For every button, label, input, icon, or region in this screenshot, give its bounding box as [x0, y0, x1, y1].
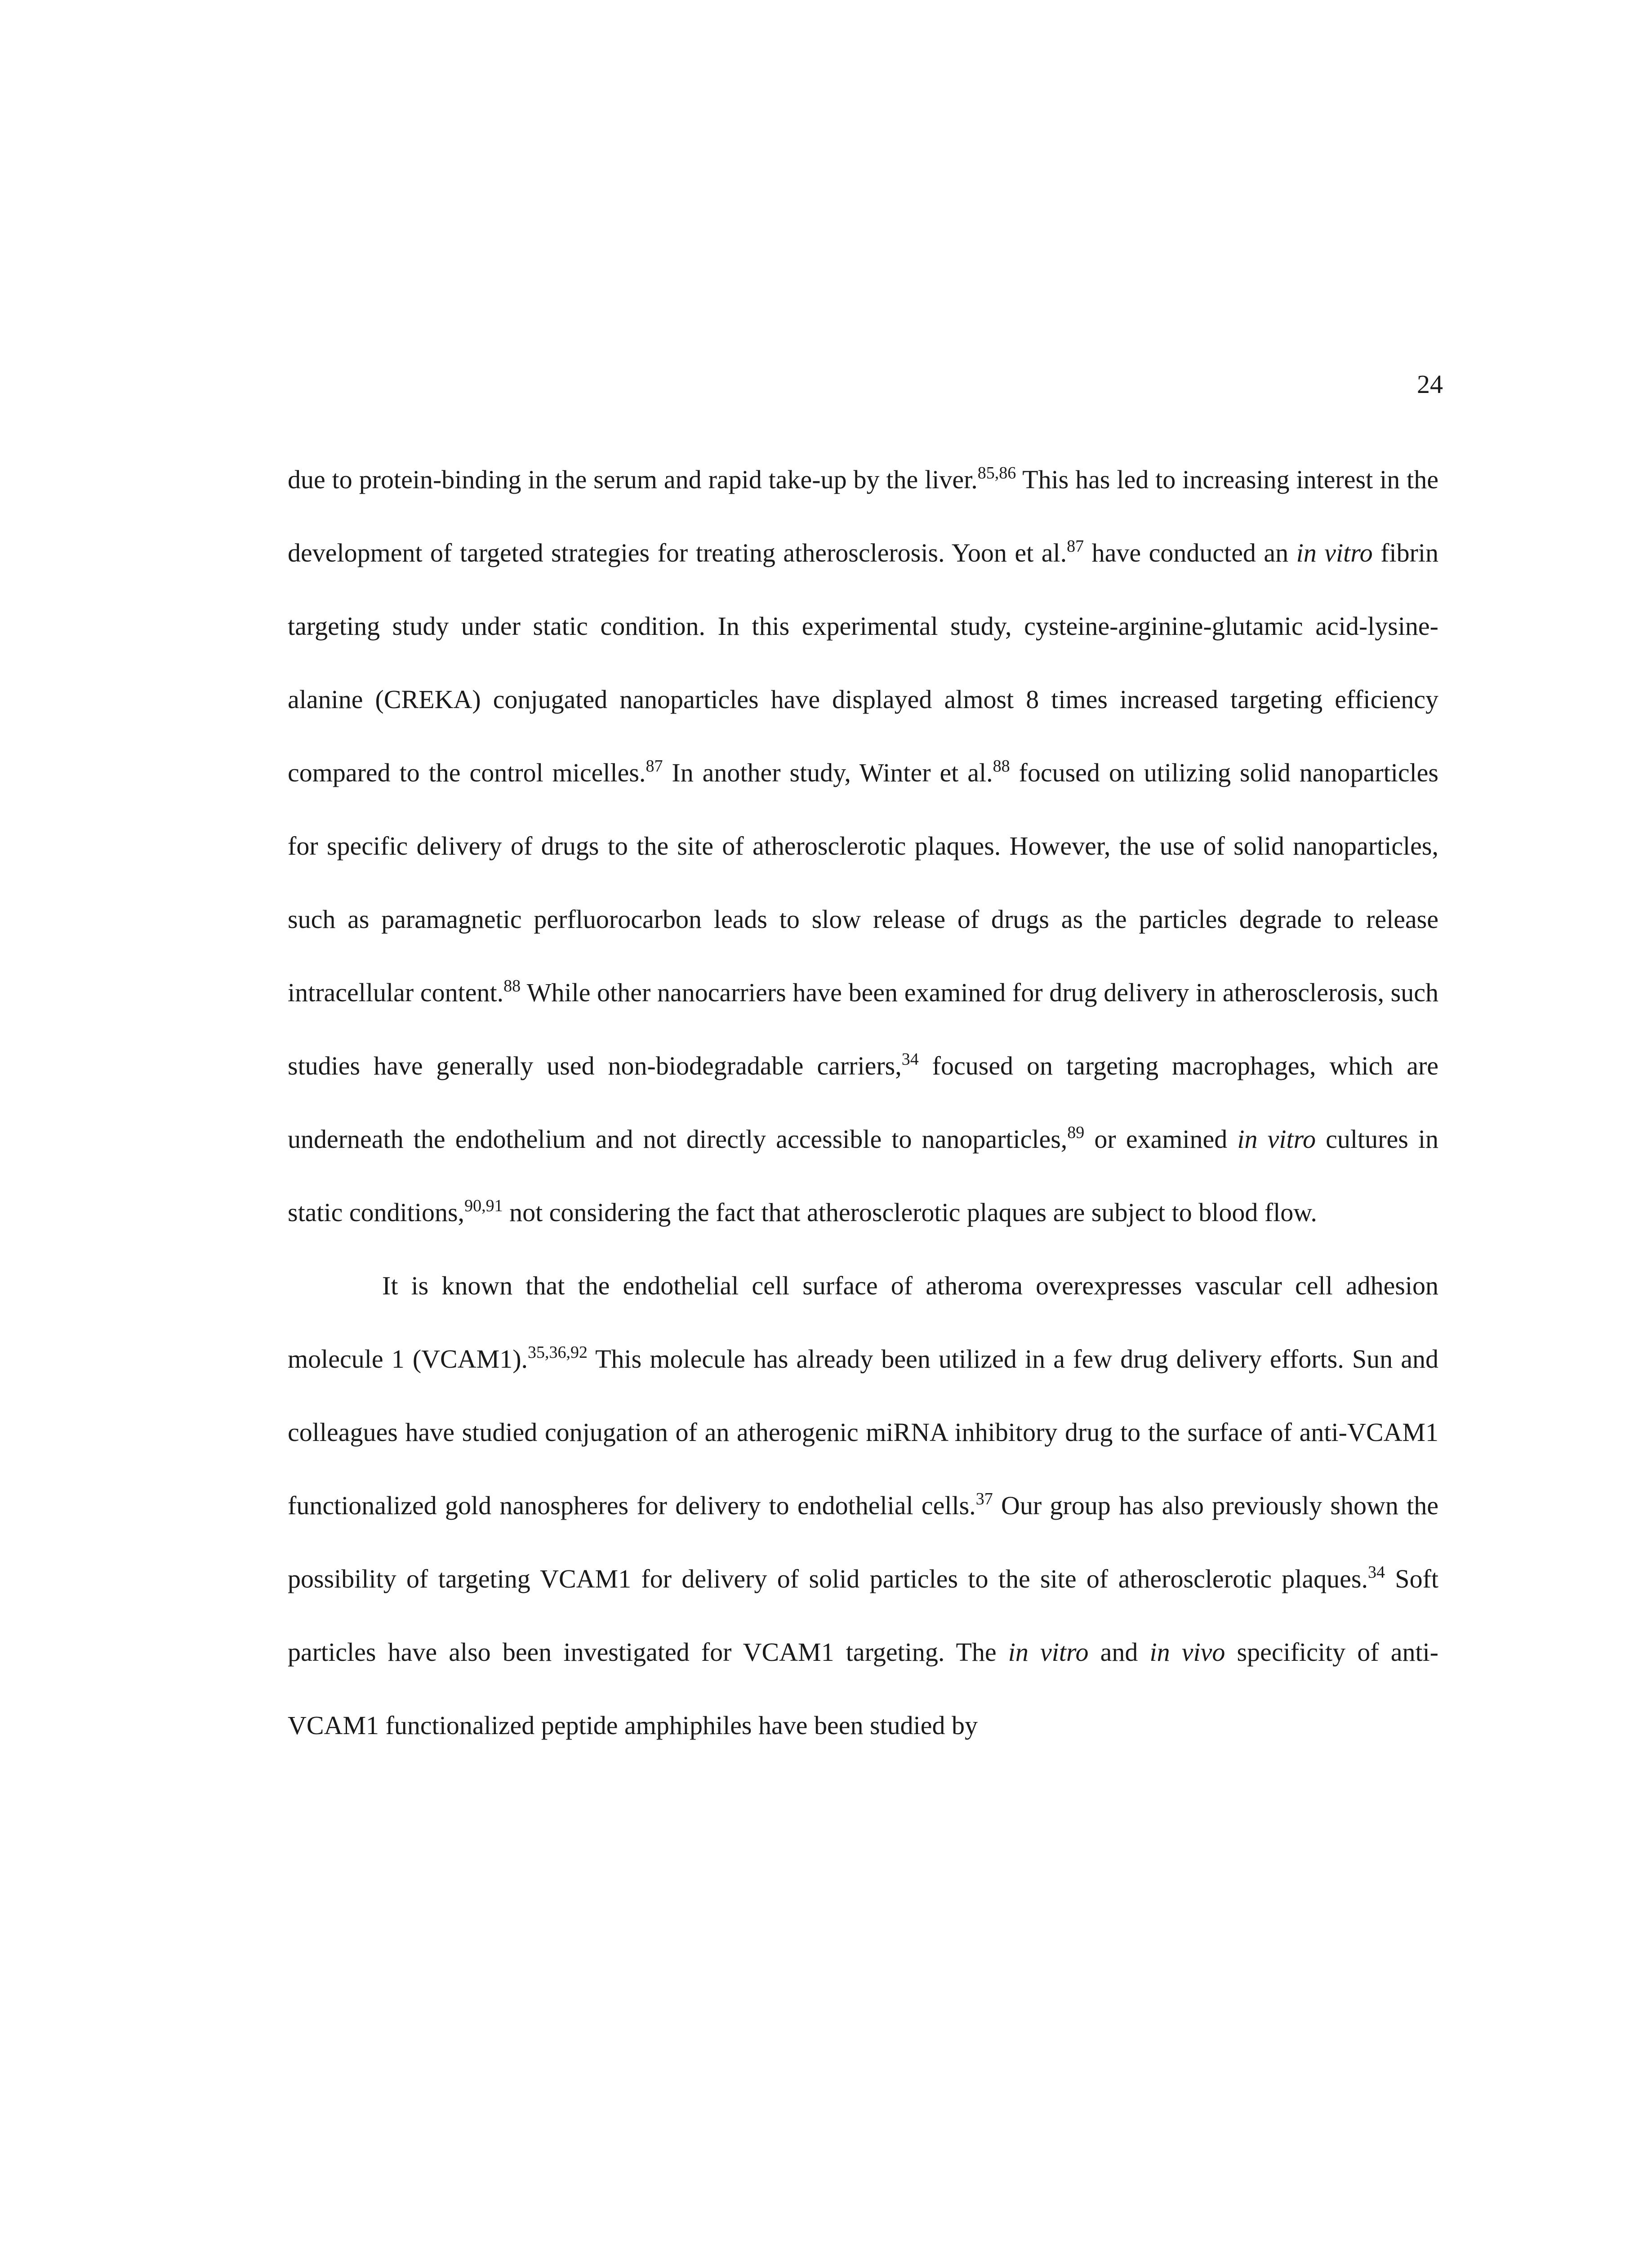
- paragraph-1: [288, 443, 1438, 1249]
- citation-superscript: 90,91: [464, 1196, 503, 1215]
- italic-term: in vivo: [1149, 1637, 1225, 1667]
- text-run: due to protein-binding in the serum and rapid take-up by the liver.: [288, 465, 978, 494]
- text-run: While other nanocarriers have been examined for drug delivery in atherosclerosis, such studies have generally used non-biodegradable carriers,: [288, 978, 1438, 1080]
- text-run: not considering the fact that atherosclerotic plaques are subject to blood flow.: [503, 1198, 1317, 1227]
- citation-superscript: 89: [1067, 1123, 1085, 1142]
- citation-superscript: 37: [975, 1490, 993, 1508]
- text-run: or examined: [1084, 1124, 1238, 1154]
- italic-term: in vitro: [1296, 538, 1373, 567]
- page-number: 24: [1417, 370, 1443, 399]
- text-run: focused on targeting macrophages, which are underneath the endothelium and not directly accessible to nanoparticles,: [288, 1051, 1438, 1154]
- text-run: cultures in static conditions,: [288, 1124, 1438, 1227]
- text-run: fibrin targeting study under static condition. In this experimental study, cysteine-arginine-glutamic acid-lysine-alanine (CREKA) conjugated nanoparticles have displayed almost 8 times increased targeting efficiency compared to the control micelles.: [288, 538, 1439, 787]
- text-run: Soft particles have also been investigated for VCAM1 targeting. The: [288, 1564, 1438, 1667]
- italic-term: in vitro: [1008, 1637, 1089, 1667]
- text-run: focused on utilizing solid nanoparticles for specific delivery of drugs to the site of atherosclerotic plaques. However, the use of solid nanoparticles, such as paramagnetic perfluorocarbon leads to slow release of drugs as the particles degrade to release intracellular content.: [288, 758, 1438, 1007]
- citation-superscript: 85,86: [977, 464, 1016, 482]
- text-run: In another study, Winter et al.: [663, 758, 993, 787]
- citation-superscript: 35,36,92: [528, 1343, 588, 1362]
- text-run: and: [1088, 1637, 1150, 1667]
- text-run: This molecule has already been utilized in a few drug delivery efforts. Sun and colleagues have studied conjugation of an atherogenic miRNA inhibitory drug to the surface of anti-VCAM1 functionalized gold nanospheres for delivery to endothelial cells.: [288, 1344, 1438, 1520]
- body-text: [288, 443, 1438, 1762]
- citation-superscript: 87: [646, 757, 663, 776]
- citation-superscript: 88: [503, 977, 521, 995]
- citation-superscript: 34: [901, 1050, 919, 1069]
- text-run: This has led to increasing interest in the development of targeted strategies for treating atherosclerosis. Yoon et al.: [288, 465, 1438, 567]
- paragraph-2: [288, 1249, 1438, 1762]
- text-run: Our group has also previously shown the possibility of targeting VCAM1 for delivery of solid particles to the site of atherosclerotic plaques.: [288, 1491, 1439, 1593]
- text-run: It is known that the endothelial cell surface of atheroma overexpresses vascular cell adhesion molecule 1 (VCAM1).: [288, 1271, 1438, 1374]
- italic-term: in vitro: [1237, 1124, 1316, 1154]
- citation-superscript: 87: [1067, 537, 1084, 556]
- citation-superscript: 88: [993, 757, 1010, 776]
- text-run: specificity of anti-VCAM1 functionalized peptide amphiphiles have been studied by: [288, 1637, 1438, 1740]
- text-run: have conducted an: [1084, 538, 1296, 567]
- citation-superscript: 34: [1367, 1563, 1385, 1582]
